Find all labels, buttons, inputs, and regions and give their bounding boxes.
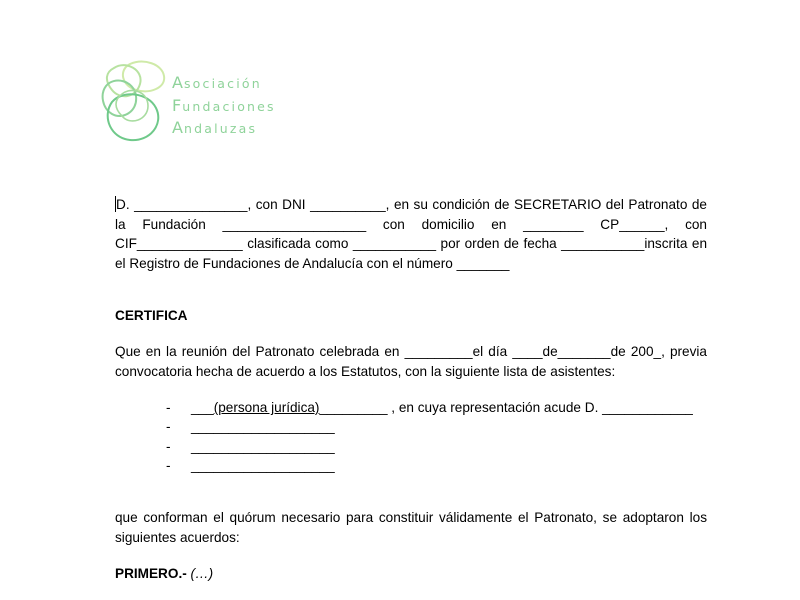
list-item[interactable] <box>166 437 693 456</box>
list-item-pre: ___ <box>191 400 214 415</box>
primero-line[interactable] <box>115 564 707 584</box>
list-item-pre: ___________________ <box>191 438 335 454</box>
list-dash: - <box>166 400 171 415</box>
logo-rings-icon <box>100 58 172 148</box>
list-item[interactable] <box>166 417 693 436</box>
secretary-paragraph-text[interactable]: D. _______________, con DNI __________, en su condición de SECRETARIO del Patronato de la Fundación ___________________ con domicilio en ________ CP______, con CIF______________ clasificada como ___________ por orden de fecha ___________inscrita en el Registro de Fundaciones de Andalucía con el número _______ <box>115 197 707 271</box>
logo-line-3: Andaluzas <box>172 118 258 137</box>
certifica-heading: CERTIFICA <box>115 308 188 323</box>
quorum-paragraph-text[interactable]: que conforman el quórum necesario para constituir válidamente el Patronato, se adoptaron los siguientes acuerdos: <box>115 510 707 545</box>
logo-line-1: Asociación <box>172 73 262 92</box>
primero-text: (…) <box>190 566 214 581</box>
list-item[interactable] <box>166 398 693 417</box>
list-dash: - <box>166 419 171 435</box>
association-logo <box>100 58 280 148</box>
meeting-paragraph[interactable] <box>115 342 707 381</box>
primero-label: PRIMERO.- <box>115 566 187 581</box>
list-item-pre: ___________________ <box>191 419 335 435</box>
list-item-pre: ___________________ <box>191 457 335 473</box>
logo-text <box>172 72 276 140</box>
logo-line-2: Fundaciones <box>172 95 276 115</box>
list-item-post: _________ , en cuya representación acude D. ____________ <box>319 400 693 415</box>
list-dash: - <box>166 438 171 454</box>
quorum-paragraph[interactable] <box>115 508 707 547</box>
list-item-underlined: (persona jurídica) <box>213 400 320 415</box>
attendees-list <box>166 398 693 475</box>
list-dash: - <box>166 457 171 473</box>
list-item[interactable] <box>166 456 693 475</box>
secretary-paragraph[interactable] <box>115 195 707 273</box>
meeting-paragraph-text[interactable]: Que en la reunión del Patronato celebrada en _________el día ____de_______de 200_, previa convocatoria hecha de acuerdo a los Estatutos, con la siguiente lista de asistentes: <box>115 344 707 379</box>
